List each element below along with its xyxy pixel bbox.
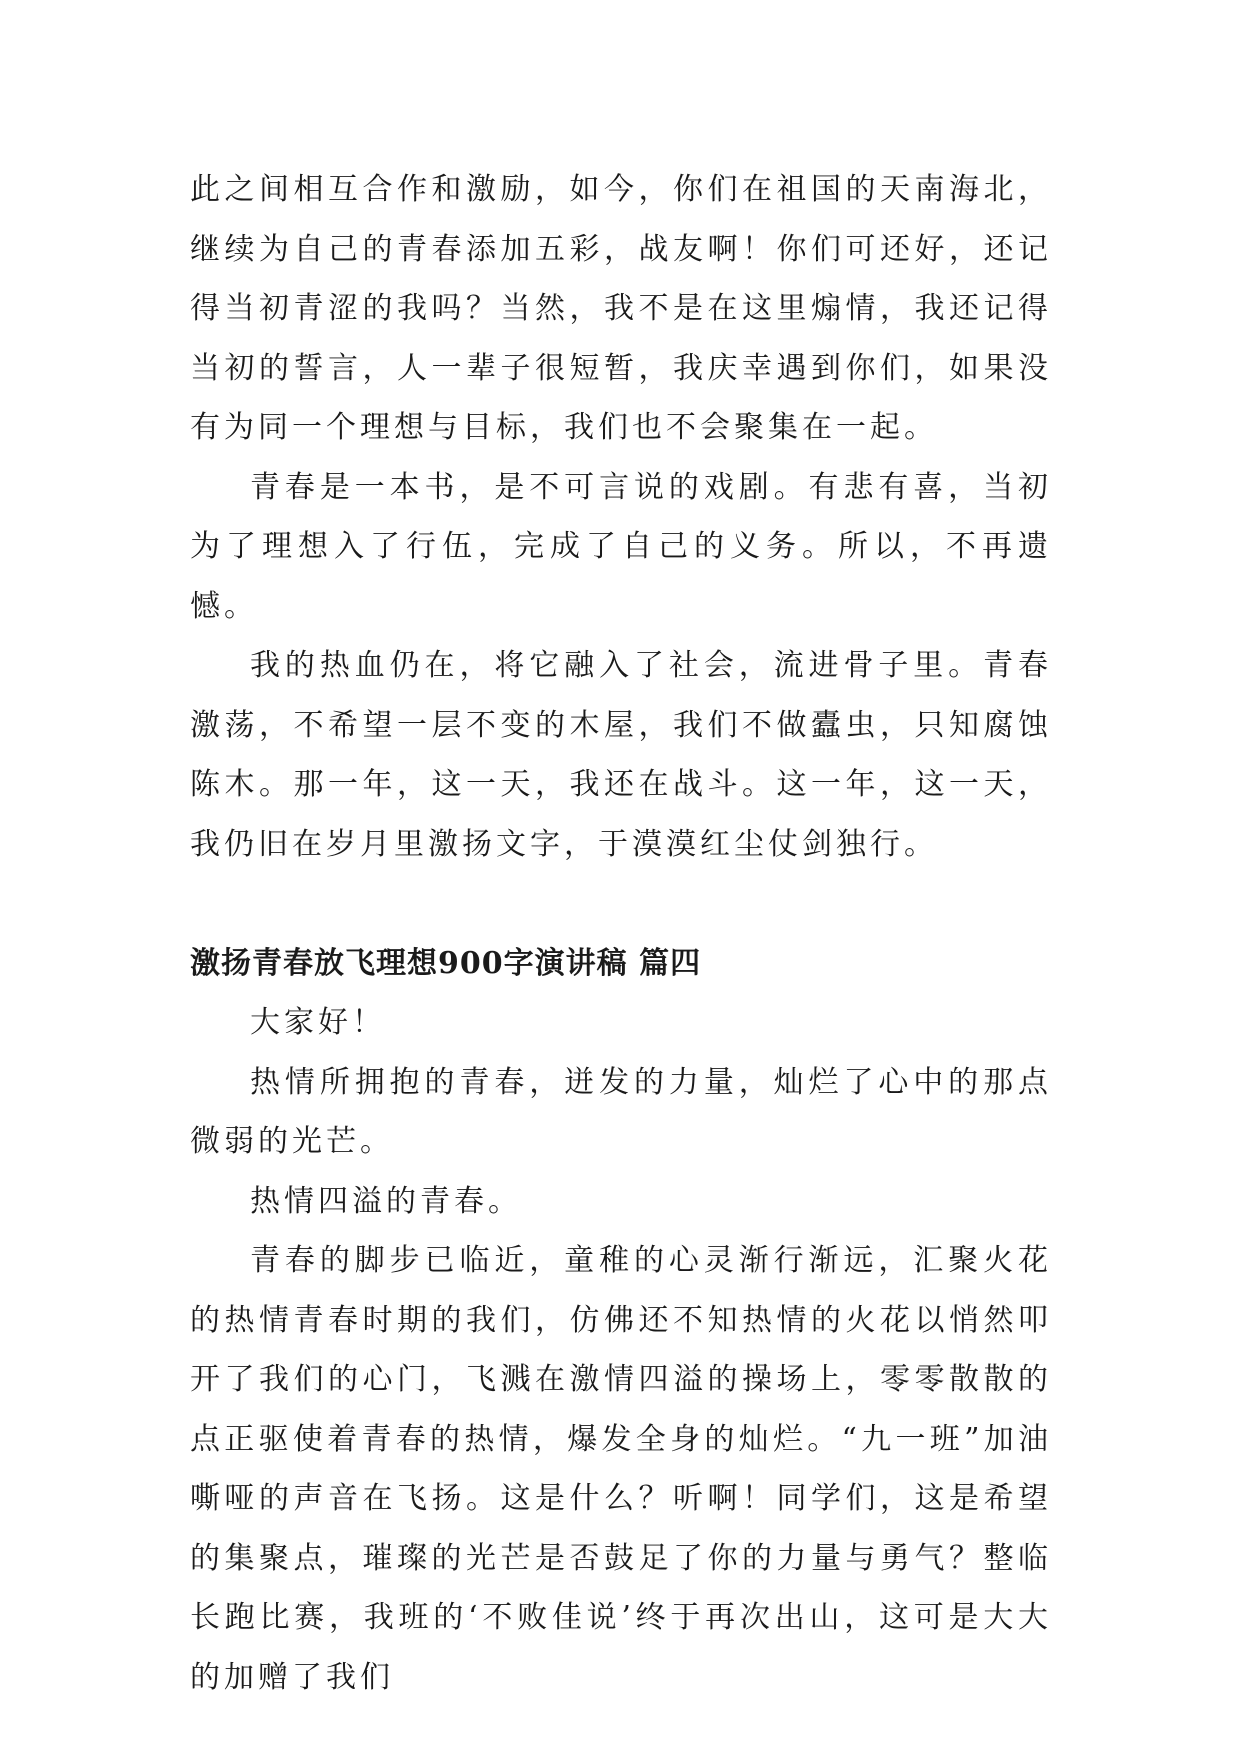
paragraph-greeting: 大家好！ (250, 1005, 386, 1040)
paragraph-7: 青春的脚步已临近，童稚的心灵渐行渐远，汇聚火花的热情青春时期的我们，仿佛还不知热情的火花以悄然叩开了我们的心门，飞溅在激情四溢的操场上，零零散散的点正驱使着青春的热情，爆发全身的灿烂。“九一班”加油嘶哑的声音在飞扬。这是什么？听啊！同学们，这是希望的集聚点，璀璨的光芒是否鼓足了你的力量与勇气？整临长跑比赛，我班的‘不败佳说’终于再次出山，这可是大大的加赠了我们 (190, 1243, 1052, 1695)
document-page (190, 160, 1052, 1720)
paragraph-3: 我的热血仍在，将它融入了社会，流进骨子里。青春激荡，不希望一层不变的木屋，我们不做蠹虫，只知腐蚀陈木。那一年，这一天，我还在战斗。这一年，这一天，我仍旧在岁月里激扬文字，于漠漠红尘仗剑独行。 (190, 648, 1052, 862)
paragraph-2: 青春是一本书，是不可言说的戏剧。有悲有喜，当初为了理想入了行伍，完成了自己的义务。所以，不再遗憾。 (190, 469, 1052, 624)
section-heading: 激扬青春放飞理想900字演讲稿 篇四 (190, 945, 702, 981)
paragraph-5: 热情所拥抱的青春，迸发的力量，灿烂了心中的那点微弱的光芒。 (190, 1064, 1052, 1159)
paragraph-1: 此之间相互合作和激励，如今，你们在祖国的天南海北，继续为自己的青春添加五彩，战友啊！你们可还好，还记得当初青涩的我吗？当然，我不是在这里煽情，我还记得当初的誓言，人一辈子很短暂，我庆幸遇到你们，如果没有为同一个理想与目标，我们也不会聚集在一起。 (190, 172, 1052, 445)
paragraph-6: 热情四溢的青春。 (250, 1183, 522, 1219)
